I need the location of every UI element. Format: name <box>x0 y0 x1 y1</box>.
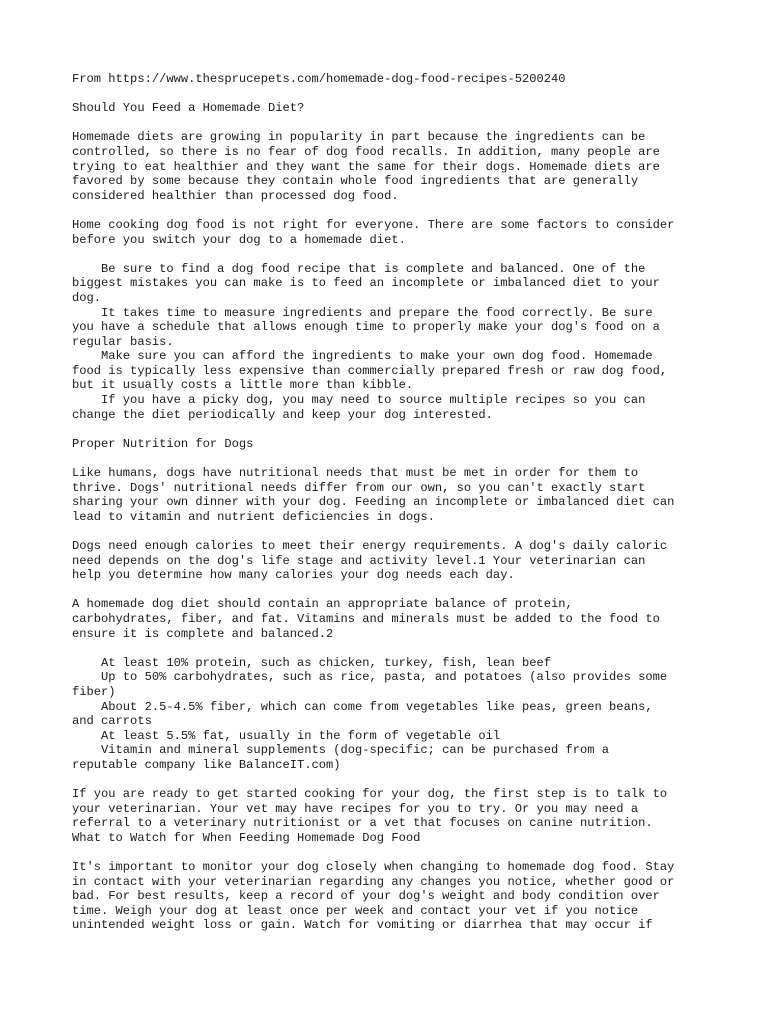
text-line: in contact with your veterinarian regarding any changes you notice, whether good or <box>72 874 675 889</box>
text-line: biggest mistakes you can make is to feed an incomplete or imbalanced diet to your <box>72 276 660 291</box>
text-line: Make sure you can afford the ingredients to make your own dog food. Homemade <box>72 349 653 364</box>
text-line: change the diet periodically and keep your dog interested. <box>72 407 493 422</box>
text-line: Like humans, dogs have nutritional needs that must be met in order for them to <box>72 466 639 481</box>
text-line: What to Watch for When Feeding Homemade Dog Food <box>72 830 421 845</box>
text-line: carbohydrates, fiber, and fat. Vitamins and minerals must be added to the food to <box>72 611 660 626</box>
text-line: lead to vitamin and nutrient deficiencies in dogs. <box>72 509 435 524</box>
blank-line <box>72 422 732 437</box>
document-page <box>72 72 732 933</box>
text-line: favored by some because they contain whole food ingredients that are generally <box>72 174 639 189</box>
blank-line <box>72 641 732 656</box>
text-line: Home cooking dog food is not right for everyone. There are some factors to consider <box>72 217 675 232</box>
blank-line <box>72 524 732 539</box>
text-line: Dogs need enough calories to meet their energy requirements. A dog's daily caloric <box>72 539 668 553</box>
text-line: Vitamin and mineral supplements (dog-specific; can be purchased from a <box>72 743 610 758</box>
blank-line <box>72 203 732 218</box>
text-line: At least 5.5% fat, usually in the form of vegetable oil <box>72 728 501 743</box>
text-line: unintended weight loss or gain. Watch for vomiting or diarrhea that may occur if <box>72 918 653 933</box>
blank-line <box>72 845 732 860</box>
text-line: Proper Nutrition for Dogs <box>72 436 254 451</box>
blank-line <box>72 773 732 788</box>
text-line: At least 10% protein, such as chicken, turkey, fish, lean beef <box>72 655 551 670</box>
text-line: ensure it is complete and balanced.2 <box>72 626 334 641</box>
text-line: Homemade diets are growing in popularity in part because the ingredients can be <box>72 130 646 145</box>
text-line: About 2.5-4.5% fiber, which can come from vegetables like peas, green beans, <box>72 699 653 714</box>
text-line: reputable company like BalanceIT.com) <box>72 757 341 772</box>
text-line: If you are ready to get started cooking for your dog, the first step is to talk to <box>72 787 668 802</box>
text-line: Up to 50% carbohydrates, such as rice, pasta, and potatoes (also provides some <box>72 670 668 685</box>
text-line: Should You Feed a Homemade Diet? <box>72 101 305 116</box>
text-line: your veterinarian. Your vet may have recipes for you to try. Or you may need a <box>72 801 639 816</box>
text-line: sharing your own dinner with your dog. Feeding an incomplete or imbalanced diet can <box>72 495 675 510</box>
text-line: considered healthier than processed dog food. <box>72 188 399 203</box>
text-line: help you determine how many calories your dog needs each day. <box>72 568 515 583</box>
text-line: A homemade dog diet should contain an appropriate balance of protein, <box>72 597 573 612</box>
text-line: referral to a veterinary nutritionist or a vet that focuses on canine nutrition. <box>72 816 653 831</box>
text-line: bad. For best results, keep a record of your dog's weight and body condition over <box>72 889 660 904</box>
text-line: trying to eat healthier and they want the same for their dogs. Homemade diets are <box>72 159 660 174</box>
blank-line <box>72 583 732 598</box>
blank-line <box>72 116 732 131</box>
text-line: regular basis. <box>72 334 174 349</box>
text-line: time. Weigh your dog at least once per week and contact your vet if you notice <box>72 903 639 918</box>
text-line: controlled, so there is no fear of dog food recalls. In addition, many people are <box>72 144 660 159</box>
text-line: If you have a picky dog, you may need to source multiple recipes so you can <box>72 393 646 408</box>
text-line: fiber) <box>72 684 116 699</box>
text-line: Be sure to find a dog food recipe that is complete and balanced. One of the <box>72 261 646 276</box>
text-line: need depends on the dog's life stage and activity level.1 Your veterinarian can <box>72 553 646 568</box>
text-line: It's important to monitor your dog closely when changing to homemade dog food. Stay <box>72 860 675 875</box>
text-line: From https://www.thesprucepets.com/homemade-dog-food-recipes-5200240 <box>72 72 566 86</box>
text-line: but it usually costs a little more than kibble. <box>72 378 414 393</box>
blank-line <box>72 87 732 102</box>
text-line: food is typically less expensive than commercially prepared fresh or raw dog food, <box>72 363 668 378</box>
text-line: thrive. Dogs' nutritional needs differ from our own, so you can't exactly start <box>72 480 646 495</box>
blank-line <box>72 451 732 466</box>
blank-line <box>72 247 732 262</box>
text-line: dog. <box>72 290 102 305</box>
text-line: and carrots <box>72 714 152 729</box>
text-line: you have a schedule that allows enough time to properly make your dog's food on a <box>72 320 660 335</box>
text-line: before you switch your dog to a homemade diet. <box>72 232 406 247</box>
text-line: It takes time to measure ingredients and prepare the food correctly. Be sure <box>72 305 653 320</box>
